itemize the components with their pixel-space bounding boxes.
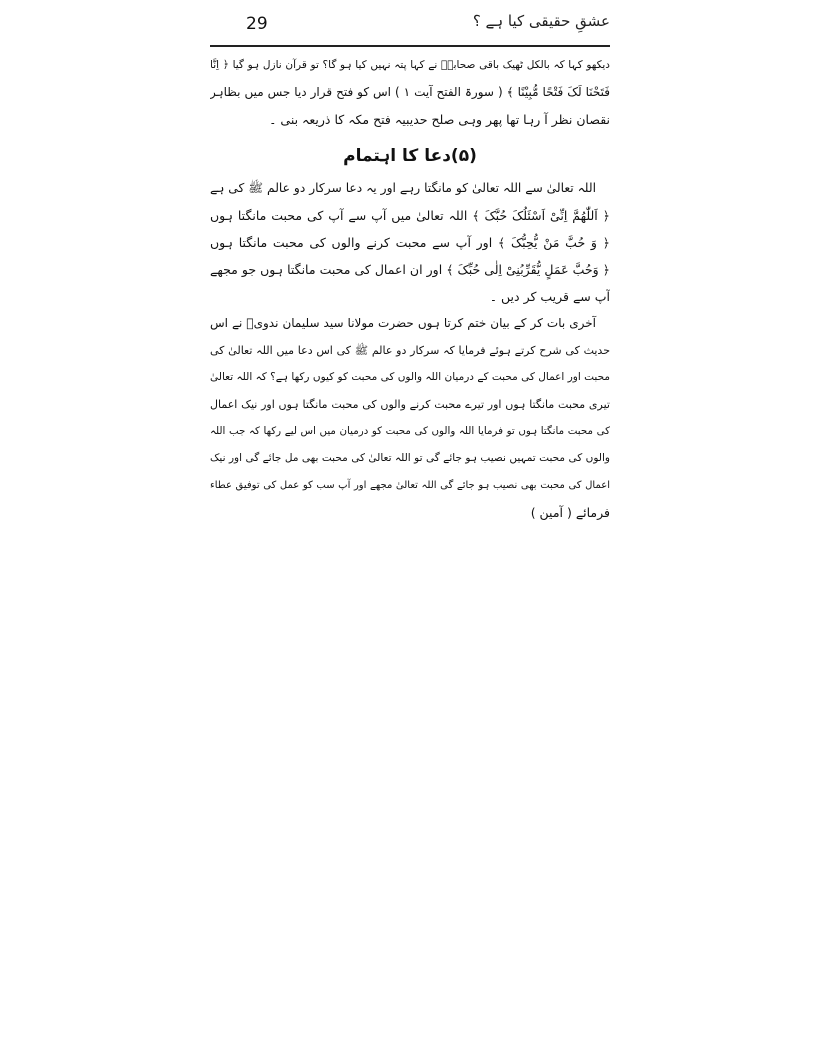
text-line: اعمال کی محبت بھی نصیب ہو جائے گی اللہ تعالیٰ مجھے اور آپ سب کو عمل کی توفیق عطاء: [210, 480, 610, 491]
text-line: ﴿ وَحُبَّ عَمَلٍ یُّقَرِّبُنِیْ اِلٰی حُبِّکَ ﴾ اور ان اعمال کی محبت مانگتا ہوں جو مجھے: [210, 262, 610, 277]
paragraph-1: [210, 52, 610, 133]
text-line: ﴿ وَ حُبَّ مَنْ یُّحِبُّکَ ﴾ اور آپ سے محبت کرنے والوں کی محبت مانگتا ہوں: [210, 235, 610, 250]
text-line: آخری بات کر کے بیان ختم کرتا ہوں حضرت مولانا سید سلیمان ندویؒ نے اس: [210, 316, 596, 330]
text-line: نقصان نظر آ رہا تھا پھر وہی صلح حدیبیہ فتح مکہ کا ذریعہ بنی ۔: [269, 112, 610, 127]
header-rule: [210, 45, 610, 47]
page-number: 29: [246, 14, 268, 34]
paragraph-2: [210, 175, 610, 310]
text-line: دیکھو کہا کہ بالکل ٹھیک باقی صحابہؓ نے کہا پتہ نہیں کیا ہو گا؟ تو قرآن نازل ہو گیا ﴿ اِنَّا: [210, 59, 610, 71]
text-line: فرمائے ( آمین ): [530, 505, 610, 520]
text-line: ﴿ اَللّٰھُمَّ اِنِّیْ اَسْئَلُکَ حُبَّکَ ﴾ اللہ تعالیٰ میں آپ سے آپ کی محبت مانگتا ہوں: [210, 208, 610, 223]
paragraph-3: [210, 310, 610, 526]
text-line: حدیث کی شرح کرتے ہوئے فرمایا کہ سرکار دو عالم ﷺ کی اس دعا میں اللہ تعالیٰ کی: [210, 344, 610, 357]
book-page: [210, 8, 610, 608]
section-heading: (۵)دعا کا اہتمام: [343, 146, 477, 166]
page-body: [210, 52, 610, 526]
text-line: والوں کی محبت تمہیں نصیب ہو جائے گی تو اللہ تعالیٰ کی محبت بھی مل جائے گی اور نیک: [210, 452, 610, 464]
text-line: محبت اور اعمال کی محبت کے درمیان اللہ والوں کی محبت کو کیوں رکھا ہے؟ کہ اللہ تعالیٰ: [210, 371, 610, 383]
text-line: اللہ تعالیٰ سے اللہ تعالیٰ کو مانگتا رہے اور یہ دعا سرکار دو عالم ﷺ کی ہے: [210, 181, 596, 195]
text-line: فَتَحْنَا لَکَ فَتْحًا مُّبِیْنًا ﴾ ( سورۃ الفتح آیت ۱ ) اس کو فتح قرار دیا جس میں بظاہر: [210, 85, 610, 99]
text-line: آپ سے قریب کر دیں ۔: [489, 289, 610, 304]
running-title: عشقِ حقیقی کیا ہے ؟: [472, 12, 610, 30]
page-header: [210, 8, 610, 42]
text-line: کی محبت مانگتا ہوں تو فرمایا اللہ والوں کی محبت کو درمیان میں اس لیے رکھا کہ جب اللہ: [210, 425, 610, 437]
text-line: تیری محبت مانگتا ہوں اور تیرے محبت کرنے والوں کی محبت مانگتا ہوں اور نیک اعمال: [210, 398, 610, 411]
